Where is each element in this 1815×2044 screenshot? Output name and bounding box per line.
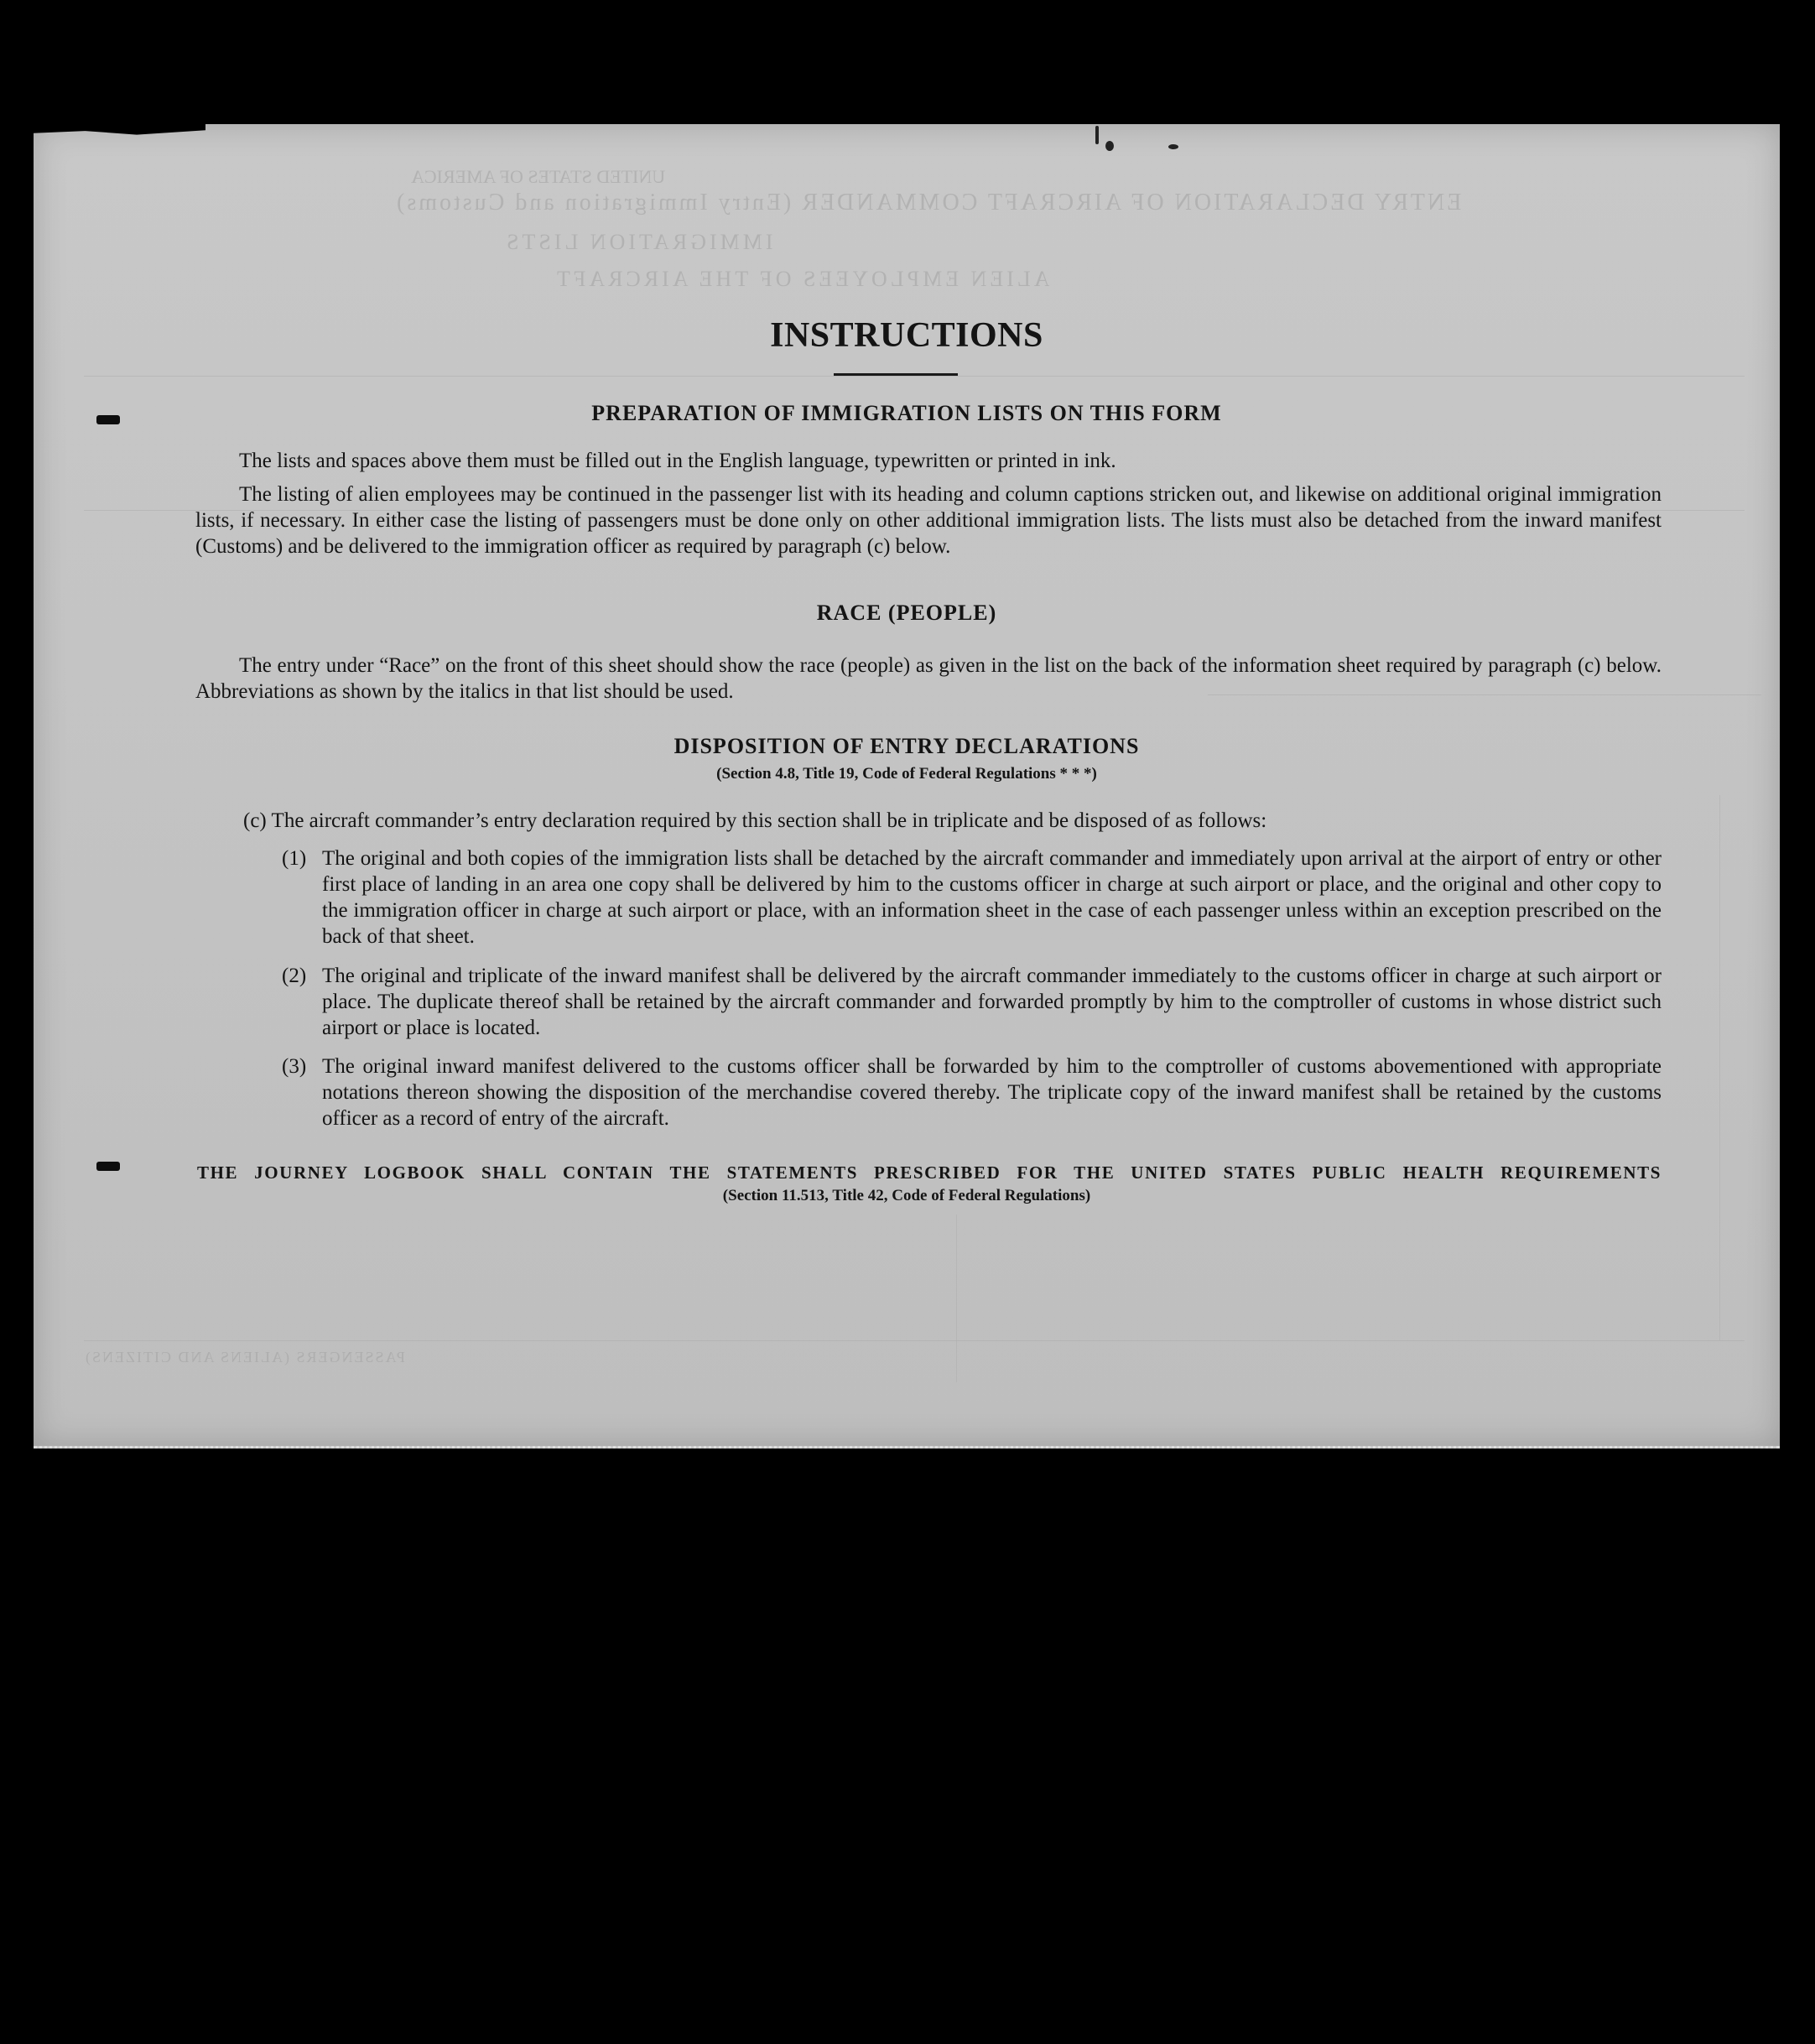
document-sheet — [34, 124, 1780, 1448]
page-title: INSTRUCTIONS — [770, 316, 1043, 355]
ink-speck — [1105, 141, 1114, 151]
list-item — [282, 1053, 1662, 1131]
paragraph — [195, 653, 1662, 705]
paragraph-text: The listing of alien employees may be continued in the passenger list with its heading and column captions stricken out, and likewise on additional original immigration lists, if necessary. In either case the listing of passengers must be done only on other additional immigration lists. The lists must also be detached from the inward manifest (Customs) and be delivered to the immigration officer as required by paragraph (c) below. — [195, 483, 1662, 558]
list-item-text: The original and triplicate of the inward manifest shall be delivered by the aircraft commander immediately to the customs officer in charge at such airport or place. The duplicate thereof shall be retained by the aircraft commander and forwarded promptly by him to the comptroller of customs in whose district such airport or place is located. — [322, 965, 1662, 1039]
bleed-through-text: UNITED STATES OF AMERICA — [411, 166, 666, 187]
public-health-citation: (Section 11.513, Title 42, Code of Federal Regulations) — [722, 1187, 1091, 1204]
ink-speck — [1095, 126, 1099, 144]
list-item-number: (3) — [282, 1055, 307, 1078]
section-heading-disposition: DISPOSITION OF ENTRY DECLARATIONS — [673, 734, 1140, 758]
punch-mark — [96, 415, 120, 424]
bleed-through-text: ENTRY DECLARATION OF AIRCRAFT COMMANDER (Entry Immigration and Customs) — [394, 190, 1462, 216]
paragraph-text: The lists and spaces above them must be filled out in the English language, typewritten or printed in ink. — [239, 450, 1116, 472]
bleed-through-text: PASSENGERS (ALIENS AND CITIZENS) — [84, 1349, 405, 1365]
paragraph-text: The entry under “Race” on the front of this sheet should show the race (people) as given in the list on the back of the information sheet required by paragraph (c) below. Abbreviations as shown by the italics in that list should be used. — [195, 654, 1662, 703]
ink-speck — [1168, 144, 1178, 149]
section-heading-preparation: PREPARATION OF IMMIGRATION LISTS ON THIS FORM — [591, 401, 1222, 425]
punch-mark — [96, 1162, 120, 1171]
list-item-number: (1) — [282, 847, 307, 870]
paragraph — [195, 448, 1662, 474]
list-item-number: (2) — [282, 965, 307, 987]
list-item-text: The original inward manifest delivered to the customs officer shall be forwarded by him to the comptroller of customs abovementioned with appropriate notations thereon showing the disposition of the merchandise covered thereby. The triplicate copy of the inward manifest shall be retained by the customs officer as a record of entry of the aircraft. — [322, 1055, 1662, 1130]
list-item-text: The original and both copies of the immigration lists shall be detached by the aircraft commander and immediately upon arrival at the airport of entry or other first place of landing in an area one copy shall be delivered by him to the customs officer in charge at such airport or place, and the original and other copy to the immigration officer in charge at such airport or place, with an information sheet in the case of each passenger unless within an exception prescribed on the back of that sheet. — [322, 847, 1662, 948]
public-health-notice: THE JOURNEY LOGBOOK SHALL CONTAIN THE STATEMENTS PRESCRIBED FOR THE UNITED STATES PUBLIC HEALTH REQUIREMENTS — [197, 1162, 1662, 1183]
title-underline — [834, 373, 958, 376]
paragraph — [195, 481, 1662, 559]
section-heading-race: RACE (PEOPLE) — [816, 601, 997, 625]
paragraph-c: (c) The aircraft commander’s entry declaration required by this section shall be in triplicate and be disposed of as follows: — [243, 809, 1267, 832]
instructions-content — [34, 124, 1780, 1446]
list-item — [282, 845, 1662, 949]
list-item — [282, 963, 1662, 1041]
bleed-through-text: IMMIGRATION LISTS — [503, 230, 773, 254]
bleed-through-text: ALIEN EMPLOYEES OF THE AIRCRAFT — [554, 267, 1050, 291]
section-citation: (Section 4.8, Title 19, Code of Federal Regulations * * *) — [716, 765, 1097, 783]
